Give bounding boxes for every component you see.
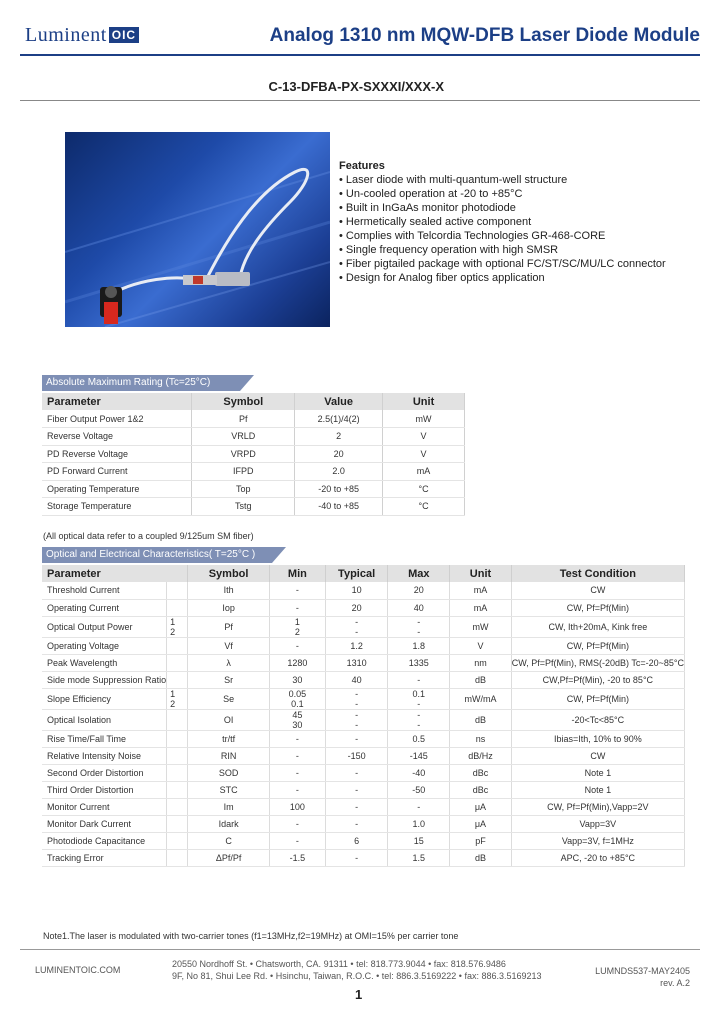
- cell-test-condition: CW: [511, 582, 684, 599]
- cell-max-line: -: [417, 709, 421, 720]
- cell-symbol: Ith: [188, 582, 270, 599]
- parameter-label: Relative Intensity Noise: [47, 750, 142, 761]
- cell-unit: mA: [450, 599, 511, 616]
- table-row: [42, 849, 685, 866]
- table-row: [42, 709, 685, 730]
- cell-symbol: λ: [188, 654, 270, 671]
- feature-item: • Complies with Telcordia Technologies GR-468-CORE: [339, 229, 666, 243]
- cell-parameter: Operating Temperature: [42, 480, 192, 498]
- column-header: Typical: [325, 565, 387, 582]
- cell-value: 2.5(1)/4(2): [295, 410, 383, 428]
- cell-unit: mW/mA: [450, 688, 511, 709]
- cell-min: -: [269, 730, 325, 747]
- cell-min-line: 0.1: [291, 698, 304, 709]
- parameter-label: Operating Current: [47, 602, 120, 613]
- cell-min: 30: [269, 671, 325, 688]
- table-row: [42, 599, 685, 616]
- cell-max-line: -: [417, 698, 421, 709]
- parameter-label: Optical Isolation: [47, 714, 112, 725]
- cell-value: -20 to +85: [295, 480, 383, 498]
- cell-max: 1335: [388, 654, 450, 671]
- cell-parameter: [42, 654, 167, 671]
- cell-sub-index: [167, 730, 188, 747]
- abs-max-table: [42, 393, 465, 516]
- cell-typ: 6: [325, 832, 387, 849]
- feature-item: • Fiber pigtailed package with optional FC/ST/SC/MU/LC connector: [339, 257, 666, 271]
- table-row: [42, 637, 685, 654]
- cell-test-condition: Vapp=3V, f=1MHz: [511, 832, 684, 849]
- cell-symbol: STC: [188, 781, 270, 798]
- cell-symbol: Sr: [188, 671, 270, 688]
- table-row: [42, 654, 685, 671]
- company-logo: [25, 24, 139, 47]
- cell-max: [388, 616, 450, 637]
- footer-revision: rev. A.2: [660, 978, 690, 988]
- table-row: [42, 798, 685, 815]
- sub-index: 1: [170, 616, 176, 627]
- cell-typ-line: -: [355, 688, 359, 699]
- cell-typ: 10: [325, 582, 387, 599]
- cell-test-condition: Note 1: [511, 781, 684, 798]
- table-row: [42, 410, 465, 428]
- cell-symbol: ΔPf/Pf: [188, 849, 270, 866]
- cell-symbol: OI: [188, 709, 270, 730]
- cell-min: [269, 709, 325, 730]
- cell-max: 40: [388, 599, 450, 616]
- column-header: Min: [269, 565, 325, 582]
- cell-parameter: [42, 781, 167, 798]
- cell-min-line: 2: [294, 626, 300, 637]
- cell-min: -: [269, 747, 325, 764]
- cell-max: -: [388, 798, 450, 815]
- cell-unit: V: [450, 637, 511, 654]
- cell-sub-index: [167, 798, 188, 815]
- part-number-rule: [20, 100, 700, 101]
- feature-item: • Single frequency operation with high SMSR: [339, 243, 666, 257]
- column-header: Unit: [450, 565, 511, 582]
- cell-typ: -: [325, 815, 387, 832]
- cell-test-condition: -20<Tc<85°C: [511, 709, 684, 730]
- cell-test-condition: CW: [511, 747, 684, 764]
- cell-unit: dBc: [450, 764, 511, 781]
- table-row: [42, 428, 465, 446]
- cell-min: -: [269, 637, 325, 654]
- product-photo: [65, 132, 330, 327]
- table-row: [42, 747, 685, 764]
- cell-typ: 1310: [325, 654, 387, 671]
- column-header: Unit: [383, 393, 465, 410]
- cell-sub-index: [167, 582, 188, 599]
- cell-typ: [325, 688, 387, 709]
- cell-unit: mA: [383, 463, 465, 481]
- header-rule: [20, 54, 700, 56]
- cell-sub-index: [167, 671, 188, 688]
- page-number: 1: [355, 987, 363, 1002]
- cell-min-line: 30: [292, 719, 303, 730]
- cell-max: 20: [388, 582, 450, 599]
- cell-parameter: [42, 832, 167, 849]
- cell-unit: dB: [450, 671, 511, 688]
- cell-sub-index: [167, 764, 188, 781]
- cell-min: -: [269, 764, 325, 781]
- cell-symbol: Idark: [188, 815, 270, 832]
- cell-max: [388, 709, 450, 730]
- parameter-label: Slope Efficiency: [47, 693, 111, 704]
- feature-item: • Design for Analog fiber optics application: [339, 271, 666, 285]
- cell-parameter: Reverse Voltage: [42, 428, 192, 446]
- cell-unit: V: [383, 445, 465, 463]
- cell-test-condition: CW, Pf=Pf(Min), RMS(-20dB) Tc=-20~85°C: [511, 654, 684, 671]
- cell-parameter: PD Reverse Voltage: [42, 445, 192, 463]
- cell-parameter: PD Forward Current: [42, 463, 192, 481]
- table-row: [42, 815, 685, 832]
- cell-parameter: [42, 815, 167, 832]
- cell-symbol: Top: [192, 480, 295, 498]
- cell-sub-index: [167, 654, 188, 671]
- cell-max: -145: [388, 747, 450, 764]
- parameter-label: Operating Voltage: [47, 640, 120, 651]
- logo-text: Luminent: [25, 24, 107, 46]
- cell-typ: 1.2: [325, 637, 387, 654]
- footer-doc-id: LUMNDS537-MAY2405: [595, 966, 690, 976]
- cell-min-line: 0.05: [288, 688, 307, 699]
- cell-parameter: Storage Temperature: [42, 498, 192, 516]
- cell-symbol: RIN: [188, 747, 270, 764]
- cell-typ: -: [325, 764, 387, 781]
- column-header: Parameter: [42, 393, 192, 410]
- cell-unit: mW: [383, 410, 465, 428]
- cell-typ: -: [325, 798, 387, 815]
- table-row: [42, 671, 685, 688]
- cell-value: -40 to +85: [295, 498, 383, 516]
- cell-max: -40: [388, 764, 450, 781]
- cell-sub-index: [167, 709, 188, 730]
- cell-typ-line: -: [355, 616, 359, 627]
- part-number: C-13-DFBA-PX-SXXXI/XXX-X: [268, 79, 444, 94]
- cell-parameter: [42, 709, 167, 730]
- cell-min: -1.5: [269, 849, 325, 866]
- cell-symbol: SOD: [188, 764, 270, 781]
- table-row: [42, 582, 685, 599]
- feature-item: • Built in InGaAs monitor photodiode: [339, 201, 666, 215]
- parameter-label: Monitor Current: [47, 801, 110, 812]
- column-header: Symbol: [192, 393, 295, 410]
- cell-symbol: VRPD: [192, 445, 295, 463]
- cell-parameter: [42, 637, 167, 654]
- cell-unit: μA: [450, 798, 511, 815]
- cell-parameter: [42, 688, 167, 709]
- cell-test-condition: CW, Ith+20mA, Kink free: [511, 616, 684, 637]
- cell-sub-index: [167, 637, 188, 654]
- column-header: Max: [388, 565, 450, 582]
- logo-badge: OIC: [109, 27, 139, 43]
- cell-symbol: C: [188, 832, 270, 849]
- cell-parameter: [42, 764, 167, 781]
- cell-max-line: -: [417, 626, 421, 637]
- table-row: [42, 445, 465, 463]
- table-header-row: [42, 393, 465, 410]
- cell-typ: [325, 709, 387, 730]
- table-row: [42, 498, 465, 516]
- table-row: [42, 781, 685, 798]
- cell-min: -: [269, 815, 325, 832]
- table-row: [42, 764, 685, 781]
- cell-parameter: [42, 616, 167, 637]
- cell-max: 15: [388, 832, 450, 849]
- cell-parameter: [42, 798, 167, 815]
- parameter-label: Tracking Error: [47, 852, 104, 863]
- cell-unit: mW: [450, 616, 511, 637]
- table-row: [42, 832, 685, 849]
- feature-item: • Laser diode with multi-quantum-well structure: [339, 173, 666, 187]
- column-header: Parameter: [42, 565, 188, 582]
- cell-max: 1.0: [388, 815, 450, 832]
- parameter-label: Monitor Dark Current: [47, 818, 132, 829]
- parameter-label: Second Order Distortion: [47, 767, 144, 778]
- table-row: [42, 480, 465, 498]
- column-header: Symbol: [188, 565, 270, 582]
- footer-doc-info: [595, 965, 690, 989]
- column-header: Test Condition: [511, 565, 684, 582]
- oe-section-title: Optical and Electrical Characteristics( T=25°C ): [42, 547, 272, 563]
- cell-typ: 40: [325, 671, 387, 688]
- cell-parameter: Fiber Output Power 1&2: [42, 410, 192, 428]
- abs-max-section-title: Absolute Maximum Rating (Tc=25°C): [42, 375, 240, 391]
- cell-parameter: [42, 730, 167, 747]
- note-1: Note1.The laser is modulated with two-carrier tones (f1=13MHz,f2=19MHz) at OMI=15% per carrier tone: [43, 931, 459, 941]
- cell-sub-index: [167, 747, 188, 764]
- cell-min: [269, 616, 325, 637]
- cell-test-condition: CW, Pf=Pf(Min): [511, 637, 684, 654]
- cell-unit: dB: [450, 709, 511, 730]
- parameter-label: Peak Wavelength: [47, 657, 118, 668]
- footer-address-tw: 9F, No 81, Shui Lee Rd. • Hsinchu, Taiwan, R.O.C. • tel: 886.3.5169222 • fax: 886.3.5169213: [172, 971, 542, 981]
- cell-max-line: -: [417, 719, 421, 730]
- cell-test-condition: CW,Pf=Pf(Min), -20 to 85°C: [511, 671, 684, 688]
- cell-value: 2.0: [295, 463, 383, 481]
- cell-symbol: Pf: [192, 410, 295, 428]
- cell-max: 0.5: [388, 730, 450, 747]
- cell-symbol: IFPD: [192, 463, 295, 481]
- cell-parameter: [42, 747, 167, 764]
- cell-unit: dBc: [450, 781, 511, 798]
- cell-unit: mA: [450, 582, 511, 599]
- parameter-label: Threshold Current: [47, 585, 120, 596]
- cell-test-condition: Ibias=Ith, 10% to 90%: [511, 730, 684, 747]
- cell-test-condition: CW, Pf=Pf(Min),Vapp=2V: [511, 798, 684, 815]
- cell-symbol: Im: [188, 798, 270, 815]
- cell-min: 100: [269, 798, 325, 815]
- cell-symbol: VRLD: [192, 428, 295, 446]
- table-row: [42, 730, 685, 747]
- cell-max: -50: [388, 781, 450, 798]
- footer-rule: [20, 949, 700, 950]
- cell-symbol: Vf: [188, 637, 270, 654]
- cell-test-condition: APC, -20 to +85°C: [511, 849, 684, 866]
- cell-unit: nm: [450, 654, 511, 671]
- cell-test-condition: CW, Pf=Pf(Min): [511, 688, 684, 709]
- footer-address-us: 20550 Nordhoff St. • Chatsworth, CA. 91311 • tel: 818.773.9044 • fax: 818.576.9486: [172, 959, 506, 969]
- cell-sub-index: [167, 815, 188, 832]
- cell-min: -: [269, 781, 325, 798]
- table-row: [42, 688, 685, 709]
- cell-typ-line: -: [355, 626, 359, 637]
- cell-symbol: Tstg: [192, 498, 295, 516]
- cell-symbol: Iop: [188, 599, 270, 616]
- cell-typ: -150: [325, 747, 387, 764]
- cell-typ-line: -: [355, 698, 359, 709]
- parameter-label: Photodiode Capacitance: [47, 835, 146, 846]
- cell-value: 20: [295, 445, 383, 463]
- features-section: [339, 159, 666, 285]
- parameter-label: Third Order Distortion: [47, 784, 134, 795]
- cell-unit: V: [383, 428, 465, 446]
- sub-index: 1: [170, 688, 176, 699]
- cell-typ: -: [325, 849, 387, 866]
- cell-typ: [325, 616, 387, 637]
- cell-unit: °C: [383, 480, 465, 498]
- cell-min-line: 45: [292, 709, 303, 720]
- cell-value: 2: [295, 428, 383, 446]
- footer-website[interactable]: LUMINENTOIC.COM: [35, 965, 121, 975]
- cell-sub-index: [167, 832, 188, 849]
- parameter-label: Side mode Suppression Ratio: [47, 674, 167, 685]
- document-title: Analog 1310 nm MQW-DFB Laser Diode Module: [269, 25, 700, 46]
- cell-parameter: [42, 582, 167, 599]
- cell-parameter: [42, 671, 167, 688]
- parameter-label: Optical Output Power: [47, 621, 133, 632]
- cell-min-line: 1: [294, 616, 300, 627]
- cell-min: -: [269, 599, 325, 616]
- parameter-label: Rise Time/Fall Time: [47, 733, 127, 744]
- cell-parameter: [42, 599, 167, 616]
- cell-test-condition: Vapp=3V: [511, 815, 684, 832]
- cell-sub-index: [167, 616, 188, 637]
- cell-max: 1.5: [388, 849, 450, 866]
- column-header: Value: [295, 393, 383, 410]
- cell-max: [388, 688, 450, 709]
- cell-max-line: 0.1: [412, 688, 426, 699]
- cell-test-condition: CW, Pf=Pf(Min): [511, 599, 684, 616]
- cell-min: 1280: [269, 654, 325, 671]
- sub-index: 2: [170, 626, 176, 637]
- table-row: [42, 616, 685, 637]
- cell-sub-index: [167, 849, 188, 866]
- cell-unit: μA: [450, 815, 511, 832]
- table-row: [42, 463, 465, 481]
- cell-unit: ns: [450, 730, 511, 747]
- cell-unit: dB: [450, 849, 511, 866]
- cell-parameter: [42, 849, 167, 866]
- cell-typ: 20: [325, 599, 387, 616]
- cell-sub-index: [167, 688, 188, 709]
- cell-symbol: tr/tf: [188, 730, 270, 747]
- cell-max-line: -: [417, 616, 421, 627]
- cell-typ-line: -: [355, 709, 359, 720]
- feature-item: • Un-cooled operation at -20 to +85°C: [339, 187, 666, 201]
- cell-symbol: Pf: [188, 616, 270, 637]
- cell-sub-index: [167, 599, 188, 616]
- cell-unit: dB/Hz: [450, 747, 511, 764]
- cell-min: -: [269, 832, 325, 849]
- cell-min: -: [269, 582, 325, 599]
- cell-max: -: [388, 671, 450, 688]
- feature-item: • Hermetically sealed active component: [339, 215, 666, 229]
- oe-table: [42, 565, 685, 867]
- table-header-row: [42, 565, 685, 582]
- sub-index: 2: [170, 698, 176, 709]
- cell-unit: pF: [450, 832, 511, 849]
- cell-typ-line: -: [355, 719, 359, 730]
- cell-typ: -: [325, 730, 387, 747]
- cell-symbol: Se: [188, 688, 270, 709]
- cell-typ: -: [325, 781, 387, 798]
- optical-data-note: (All optical data refer to a coupled 9/125um SM fiber): [43, 531, 254, 541]
- footer-addresses: [172, 958, 542, 982]
- cell-test-condition: Note 1: [511, 764, 684, 781]
- cell-min: [269, 688, 325, 709]
- cell-sub-index: [167, 781, 188, 798]
- cell-max: 1.8: [388, 637, 450, 654]
- features-heading: Features: [339, 160, 385, 172]
- cell-unit: °C: [383, 498, 465, 516]
